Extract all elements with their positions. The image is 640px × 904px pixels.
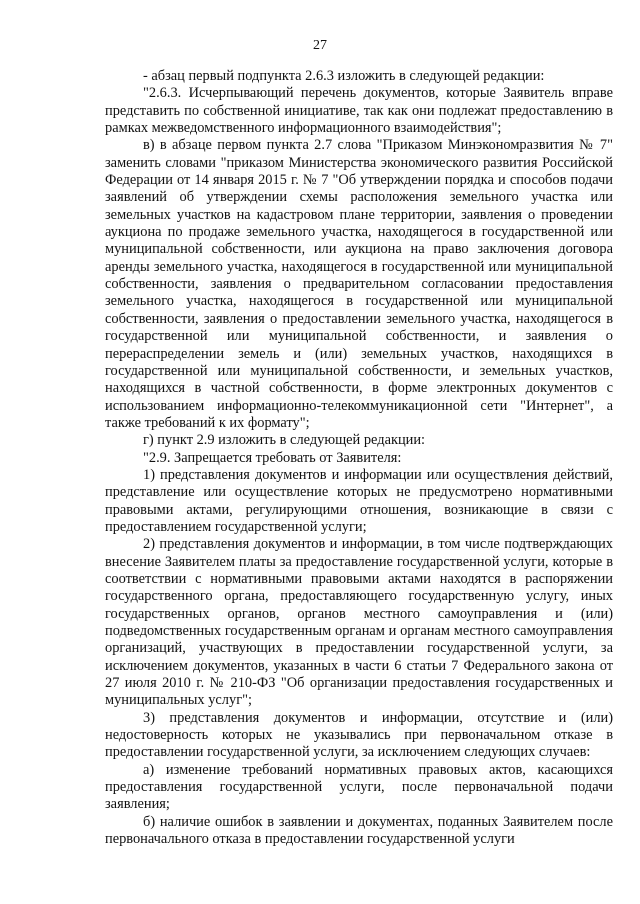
paragraph-2-6-3: "2.6.3. Исчерпывающий перечень документов, которые Заявитель вправе представить по собственной инициативе, так как они подлежат предоставлению в рамках межведомственного информационного взаимодействия"; <box>105 85 613 137</box>
document-body <box>105 68 613 848</box>
paragraph-item-1: 1) представления документов и информации или осуществления действий, представление или осуществление которых не предусмотрено нормативными правовыми актами, регулирующими отношения, возникающие в связи с предоставлением государственной услуги; <box>105 466 613 535</box>
page-number: 27 <box>313 38 327 53</box>
paragraph-item-v: в) в абзаце первом пункта 2.7 слова "Приказом Минэкономразвития № 7" заменить словами "приказом Министерства экономического развития Российской Федерации от 14 января 2015 г. № 7 "Об утверждении порядка и способов подачи заявлений об утверждении схемы расположения земельного участка или земельных участков на кадастровом плане территории, заявления о проведении аукциона по продаже земельного участка, находящегося в государственной или муниципальной собственности, или аукциона на право заключения договора аренды земельного участка, находящегося в государственной или муниципальной собственности, заявления о предварительном согласовании предоставления земельного участка, находящегося в государственной или муниципальной собственности, заявления о предоставлении земельного участка, находящегося в государственной или муниципальной собственности, и заявления о перераспределении земель и (или) земельных участков, находящихся в государственной или муниципальной собственности, и земельных участков, находящихся в частной собственности, в форме электронных документов с использованием информационно-телекоммуникационной сети "Интернет", а также требований к их формату"; <box>105 137 613 431</box>
paragraph-item-3: 3) представления документов и информации, отсутствие и (или) недостоверность которых не указывались при первоначальном отказе в предоставлении государственной услуги, за исключением следующих случаев: <box>105 709 613 761</box>
paragraph-item-2: 2) представления документов и информации, в том числе подтверждающих внесение Заявителем платы за предоставление государственной услуги, которые в соответствии с нормативными правовыми актами находятся в распоряжении государственного органа, предоставляющего государственную услугу, иных государственных органов, органов местного самоуправления и (или) подведомственных государственным органам и органам местного самоуправления организаций, участвующих в предоставлении государственной услуги, за исключением документов, указанных в части 6 статьи 7 Федерального закона от 27 июля 2010 г. № 210-ФЗ "Об организации предоставления государственных и муниципальных услуг"; <box>105 536 613 709</box>
paragraph-2-9: "2.9. Запрещается требовать от Заявителя: <box>143 449 402 466</box>
paragraph-item-a: а) изменение требований нормативных правовых актов, касающихся предоставления государственной услуги, после первоначальной подачи заявления; <box>105 761 613 813</box>
paragraph-item-b: б) наличие ошибок в заявлении и документах, поданных Заявителем после первоначального отказа в предоставлении государственной услуги <box>105 813 613 848</box>
paragraph-intro: - абзац первый подпункта 2.6.3 изложить в следующей редакции: <box>143 68 545 84</box>
paragraph-item-g: г) пункт 2.9 изложить в следующей редакции: <box>143 432 426 449</box>
